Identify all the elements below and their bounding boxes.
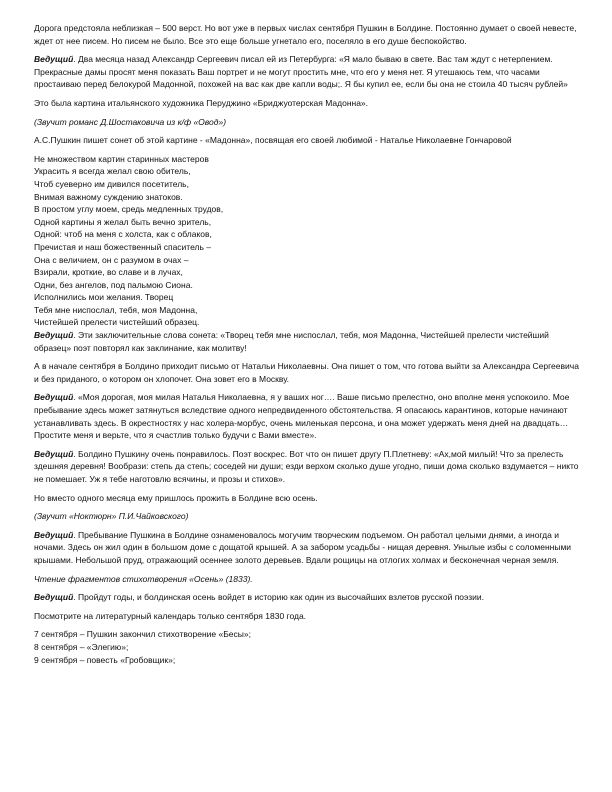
speaker-label: Ведущий: [34, 330, 74, 341]
paragraph-sonnet-final: [34, 329, 584, 354]
paragraph-reply-letter: [34, 391, 584, 441]
poem-line: Чтоб суеверно им дивился посетитель,: [34, 178, 189, 189]
paragraph-calendar-intro: Посмотрите на литературный календарь только сентября 1830 года.: [34, 610, 307, 621]
paragraph-perugino: Это была картина итальянского художника Перуджино «Бриджуотерская Мадонна».: [34, 97, 369, 108]
poem-line: В простом углу моем, средь медленных трудов,: [34, 204, 224, 215]
document-page: [34, 22, 584, 666]
paragraph-road: Дорога предстояла неблизкая – 500 верст. Но вот уже в первых числах сентября Пушкин в Болдине. Постоянно думает о своей невесте, ждет от нее писем. Но писем не было. Все это еще больше угнетало его, поселяло в его душе беспокойство.: [34, 23, 577, 46]
calendar-entry: 9 сентября – повесть «Гробовщик»;: [34, 654, 176, 665]
paragraph-boldino-life: [34, 529, 584, 567]
paragraph-text: . Пройдут годы, и болдинская осень войдет в историю как один из высочайших взлетов русской поэзии.: [73, 592, 485, 603]
poem-line: Одной: чтоб на меня с холста, как с облаков,: [34, 229, 212, 240]
calendar-entry: 7 сентября – Пушкин закончил стихотворение «Бесы»;: [34, 629, 251, 640]
poem-line: Не множеством картин старинных мастеров: [34, 153, 209, 164]
paragraph-text: . Эти заключительные слова сонета: «Творец тебя мне ниспослал, тебя, моя Мадонна, Чистейшей прелести чистейший образец» поэт повторял как заклинание, как молитву!: [34, 330, 549, 353]
calendar-entry: 8 сентября – «Элегию»;: [34, 641, 129, 652]
paragraph-autumn-stay: Но вместо одного месяца ему пришлось прожить в Болдине всю осень.: [34, 492, 318, 503]
paragraph-text: . Пребывание Пушкина в Болдине ознаменовалось могучим творческим подъемом. Он работал целыми днями, а иногда и ночами. Здесь он жил один в большом доме с дощатой крышей. А за забором усадьбы - нищая деревня. Унылые избы с соломенными крышами. Небольшой пруд, отражающий осеннее золото деревьев. Вдали рощицы на отлогих холмах и бесконечная черная земля.: [34, 529, 572, 565]
paragraph-pletnev-letter: [34, 448, 584, 486]
poem-line: Внимая важному суждению знатоков.: [34, 191, 183, 202]
paragraph-natalia-letter: А в начале сентября в Болдино приходит письмо от Натальи Николаевны. Она пишет о том, что готова выйти за Александра Сергеевича и без приданого, о котором он хлопочет. Она зовет его в Москву.: [34, 361, 579, 384]
paragraph-text: . Два месяца назад Александр Сергеевич писал ей из Петербурга: «Я мало бываю в свете. Вас там ждут с нетерпением. Прекрасные дамы просят меня показать Ваш портрет и не могут простить мне, что его у меня нет. Я утешаюсь тем, что часами простаиваю перед белокурой Мадонной, похожей на вас как две капли воды;. Я бы купил ее, если бы она не стоила 40 тысяч рублей»: [34, 54, 568, 90]
speaker-label: Ведущий: [34, 448, 74, 459]
speaker-label: Ведущий: [34, 392, 74, 403]
paragraph-text: . «Моя дорогая, моя милая Наталья Николаевна, я у ваших ног…. Ваше письмо прелестно, оно вполне меня успокоило. Мое пребывание здесь может затянуться вследствие одного непредвиденного обстоятельства. Я опасаюсь карантинов, которые начинают устанавливать здесь. В окрестностях у нас холера-морбус, очень миленькая персона, и она может удержать меня дней на двадцать… Простите меня и верьте, что я счастлив только будучи с Вами вместе».: [34, 392, 570, 441]
paragraph-letter-petersburg: [34, 53, 584, 91]
stage-direction-tchaikovsky: (Звучит «Ноктюрн» П.И.Чайковского): [34, 511, 189, 522]
literary-calendar: [34, 628, 584, 666]
poem-line: Взирали, кроткие, во славе и в лучах,: [34, 267, 183, 278]
poem-line: Пречистая и наш божественный спаситель –: [34, 241, 212, 252]
speaker-label: Ведущий: [34, 592, 74, 603]
poem-line: Исполнились мои желания. Творец: [34, 292, 174, 303]
poem-line: Одной картины я желал быть вечно зритель,: [34, 216, 212, 227]
stage-direction-shostakovich: (Звучит романс Д.Шостаковича из к/ф «Овод»): [34, 116, 227, 127]
paragraph-text: . Болдино Пушкину очень понравилось. Поэт воскрес. Вот что он пишет другу П.Плетневу: «Ах,мой милый! Что за прелесть здешняя деревня! Вообрази: степь да степь; соседей ни души; езди верхом сколько душе угодно, пиши дома сколько вздумается – никто не помешает. Уж я тебе наготовлю всячины, и прозы и стихов».: [34, 448, 579, 484]
poem-line: Чистейшей прелести чистейший образец.: [34, 317, 200, 328]
paragraph-sonnet-intro: А.С.Пушкин пишет сонет об этой картине - «Мадонна», посвящая его своей любимой - Наталье Николаевне Гончаровой: [34, 135, 512, 146]
speaker-label: Ведущий: [34, 529, 74, 540]
paragraph-history: [34, 591, 584, 604]
speaker-label: Ведущий: [34, 54, 74, 65]
stage-direction-autumn-reading: Чтение фрагментов стихотворения «Осень» (1833).: [34, 573, 253, 584]
poem-line: Она с величием, он с разумом в очах –: [34, 254, 189, 265]
poem-line: Тебя мне ниспослал, тебя, моя Мадонна,: [34, 304, 198, 315]
sonnet-madonna: [34, 153, 584, 329]
poem-line: Одни, без ангелов, под пальмою Сиона.: [34, 279, 193, 290]
poem-line: Украсить я всегда желал свою обитель,: [34, 166, 191, 177]
